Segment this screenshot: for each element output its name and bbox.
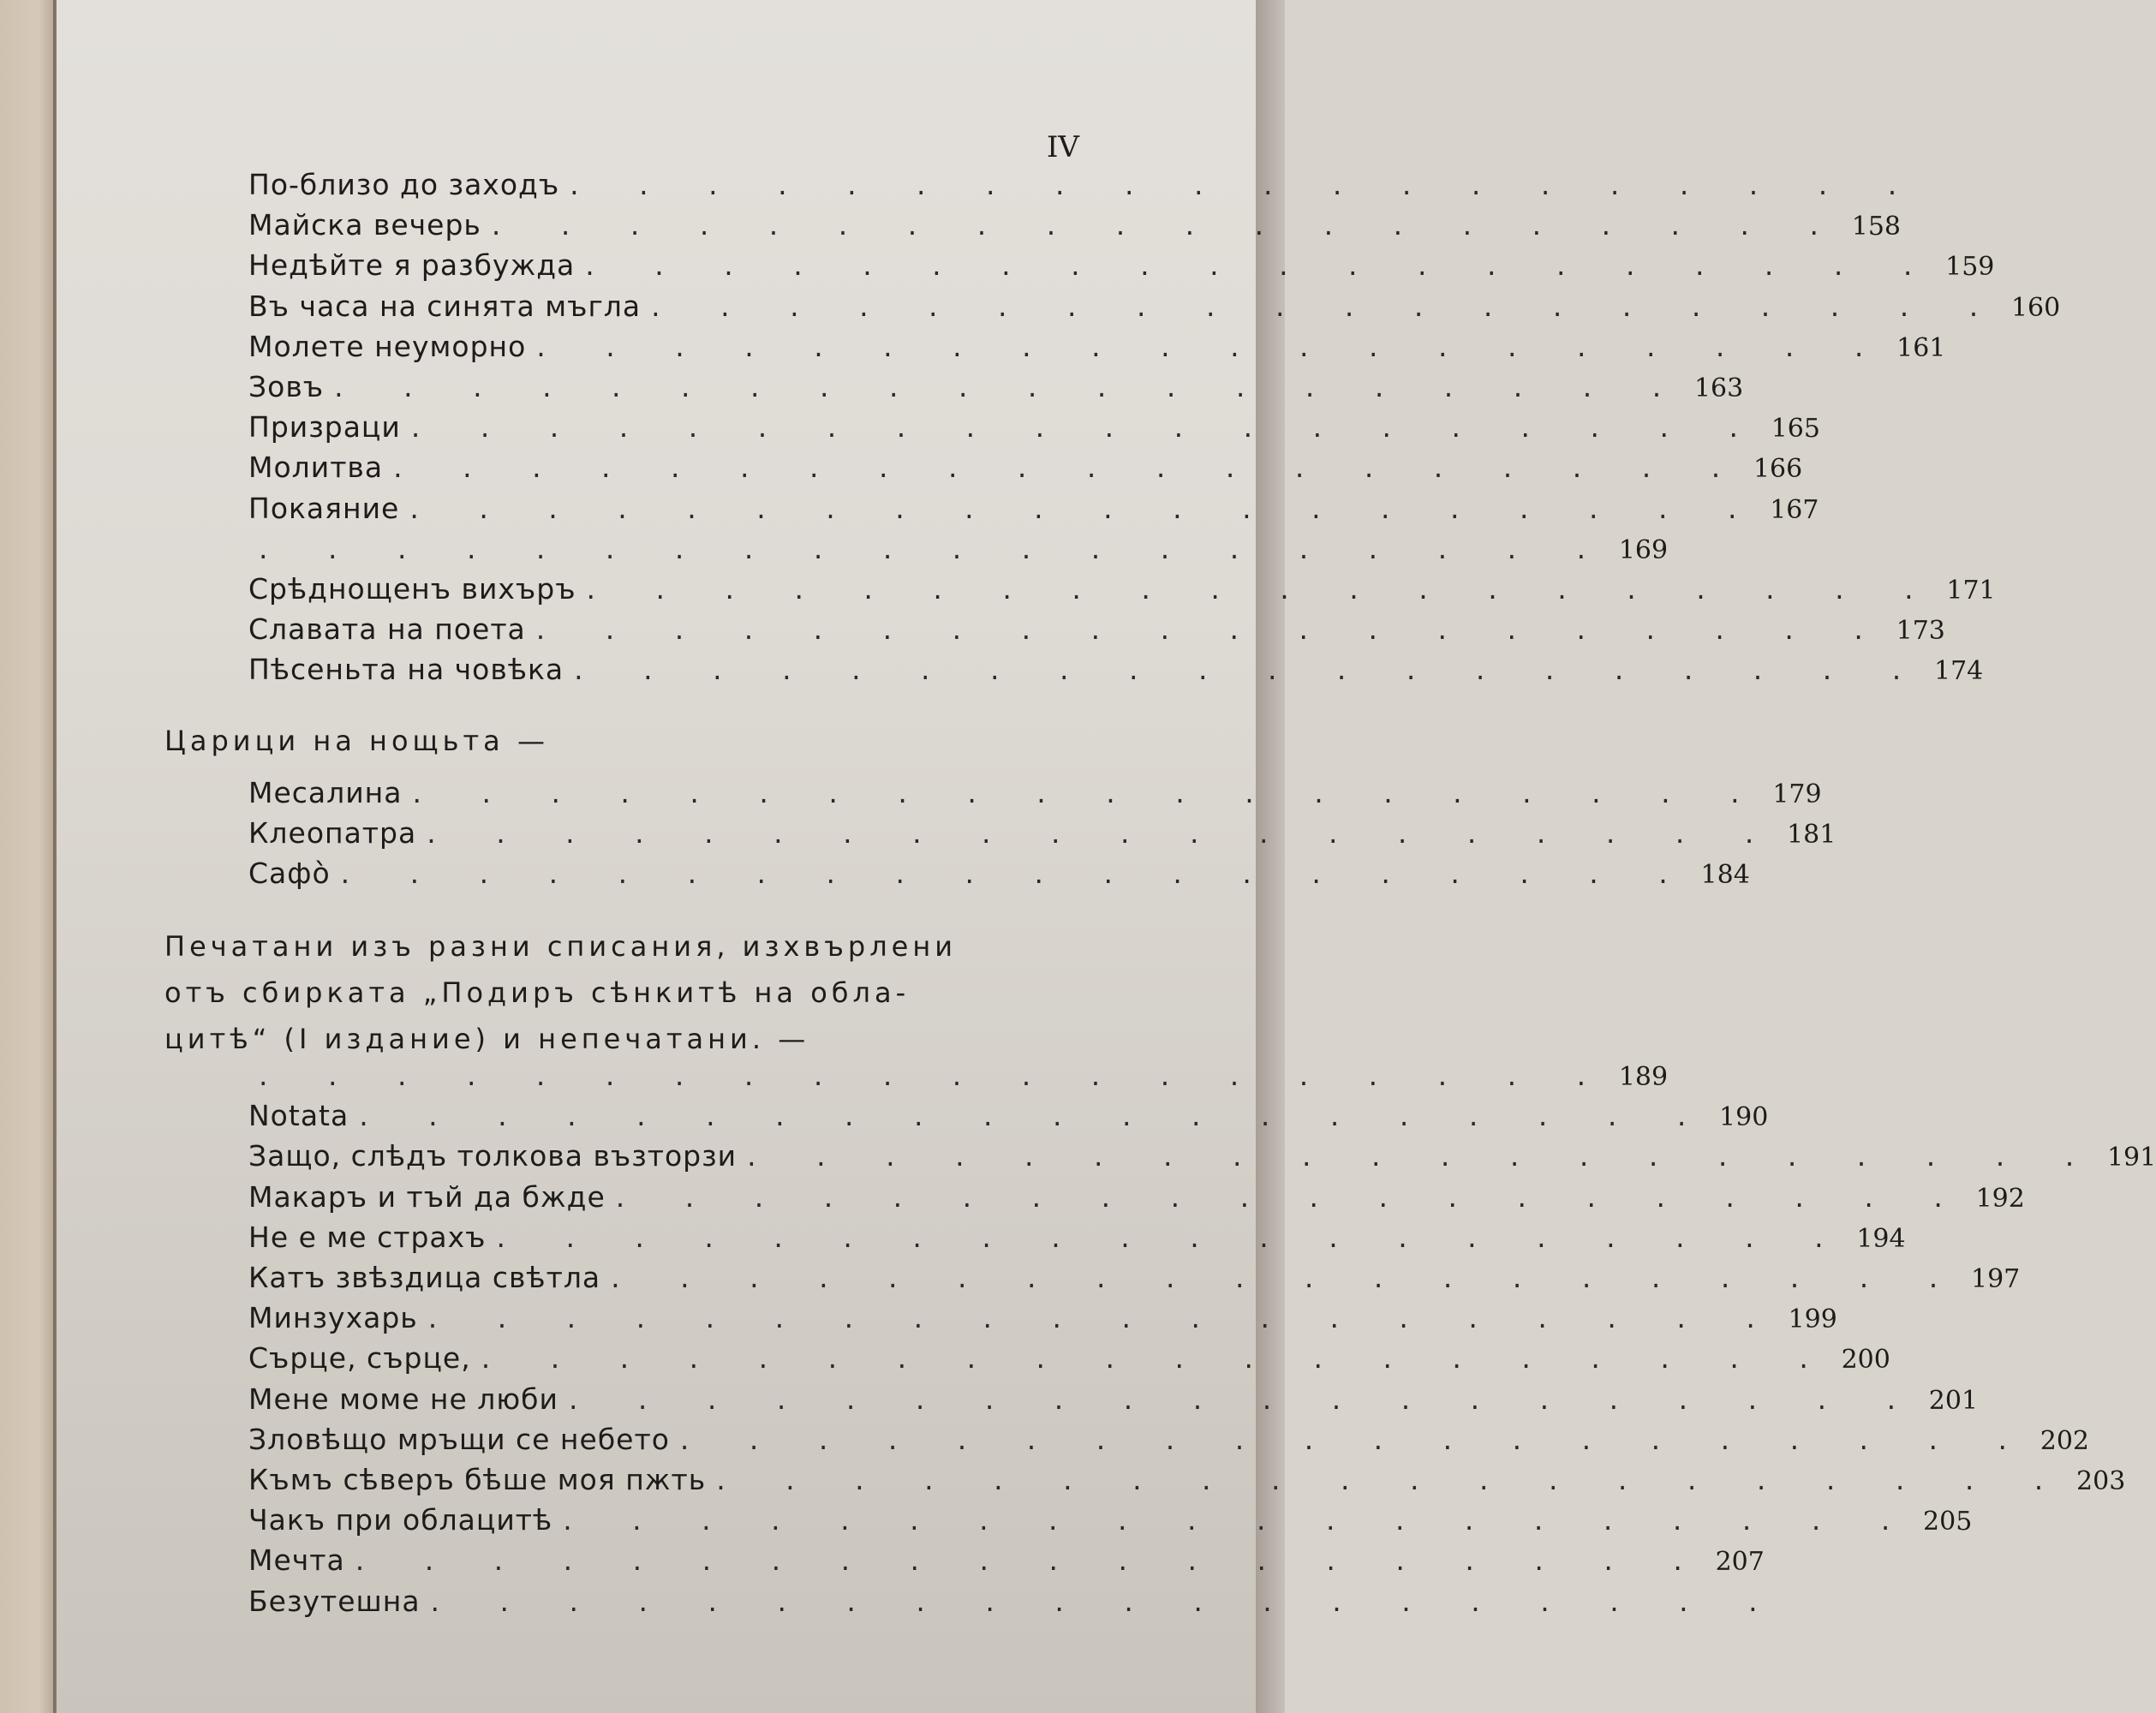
entry-title: Мене моме не люби: [248, 1382, 558, 1416]
toc-entry: [248, 816, 1836, 856]
entry-page-number: 166: [1753, 454, 1803, 485]
leader-dots: . . . . . . . . . . . . . . . . . . . .: [481, 1341, 1834, 1376]
entry-title: Сърце, сърце,: [248, 1341, 471, 1376]
entry-title: Месалина: [248, 776, 403, 809]
entry-page-number: 167: [1770, 494, 1819, 525]
toc-entry: [248, 612, 1945, 652]
leader-dots: . . . . . . . . . . . . . . . . . . . .: [355, 1543, 1708, 1578]
leader-dots: . . . . . . . . . . . . . . . . . . . .: [410, 410, 1764, 445]
entry-page-number: 201: [1928, 1385, 1979, 1416]
entry-title: Зовъ: [248, 370, 325, 403]
entry-title: Покаяние: [248, 491, 400, 525]
entry-title: Мечта: [248, 1543, 345, 1578]
toc-entry: [248, 531, 1669, 571]
leader-dots: . . . . . . . . . . . . . . . . . . . .: [430, 1584, 1783, 1618]
entry-page-number: 159: [1945, 252, 1995, 283]
toc-entry: [248, 856, 1750, 896]
leader-dots: . . . . . . . . . . . . . . . . . . . .: [359, 1099, 1712, 1133]
toc-entry: [248, 1503, 1973, 1543]
entry-title: Защо, слѣдъ толкова възторзи: [248, 1139, 738, 1173]
entry-title: Призраци: [248, 410, 401, 445]
toc-entry: [248, 491, 1819, 531]
toc-entry: [248, 1301, 1837, 1340]
leader-dots: . . . . . . . . . . . . . . . . . . . .: [568, 1382, 1922, 1416]
toc-entry: [248, 1220, 1906, 1260]
entry-page-number: 194: [1856, 1223, 1906, 1254]
entry-title: Къмъ сѣверъ бѣше моя пжть: [248, 1463, 707, 1496]
page-number: IV: [1047, 130, 1079, 164]
toc-entry: [248, 451, 1803, 490]
leader-dots: . . . . . . . . . . . . . . . . . . . .: [393, 451, 1747, 485]
toc-entry: [248, 410, 1820, 450]
section-heading-uncollected: [164, 923, 1081, 1062]
entry-page-number: 174: [1934, 656, 1984, 687]
leader-dots: . . . . . . . . . . . . . . . . . . . .: [334, 370, 1687, 403]
leader-dots: . . . . . . . . . . . . . . . . . . . .: [412, 776, 1765, 809]
entry-title: Notata: [248, 1099, 349, 1133]
entry-page-number: 171: [1946, 576, 1996, 606]
entry-title: Зловѣщо мръщи се небето: [248, 1422, 670, 1456]
leader-dots: . . . . . . . . . . . . . . . . . . . .: [340, 856, 1693, 891]
entry-title: Клеопатра: [248, 816, 417, 851]
entry-title: Катъ звѣздица свѣтла: [248, 1261, 601, 1294]
entry-page-number: 191: [2106, 1143, 2156, 1173]
entry-title: Сафò: [248, 856, 331, 891]
toc-entry: [248, 1179, 2025, 1220]
entry-page-number: 192: [1975, 1183, 2025, 1214]
leader-dots: . . . . . . . . . . . . . . . . . . . .: [409, 491, 1763, 525]
entry-page-number: 158: [1851, 212, 1901, 242]
entry-page-number: 207: [1715, 1547, 1765, 1578]
toc-entry: [248, 1543, 1765, 1583]
entry-page-number: 202: [2040, 1425, 2089, 1456]
entry-title: Не е ме страхъ: [248, 1220, 487, 1254]
toc-entry: [248, 653, 1984, 692]
heading-line: цитѣ“ (I издание) и непечатани. —: [164, 1023, 810, 1055]
entry-page-number: 199: [1788, 1304, 1837, 1335]
toc-entry: [248, 168, 1923, 207]
leader-dots: . . . . . . . . . . . . . . . . . . . .: [585, 248, 1938, 283]
leader-dots: . . . . . . . . . . . . . . . . . . . .: [586, 572, 1939, 606]
entry-page-number: 190: [1719, 1102, 1769, 1133]
toc-entry: [248, 1099, 1769, 1138]
entry-page-number: 200: [1841, 1345, 1890, 1376]
leader-dots: . . . . . . . . . . . . . . . . . . . .: [716, 1463, 2069, 1496]
entry-title: Срѣднощенъ вихъръ: [248, 572, 576, 606]
toc-entry: [248, 776, 1822, 815]
entry-title: Чакъ при облацитѣ: [248, 1503, 553, 1537]
entry-title: Пѣсеньта на човѣка: [248, 653, 564, 687]
entry-title: Безутешна: [248, 1584, 421, 1618]
entry-title: Славата на поета: [248, 612, 526, 647]
entry-title: Молете неуморно: [248, 329, 527, 363]
toc-entry: [248, 329, 1946, 369]
toc-entry: [248, 1341, 1890, 1381]
entry-title: Майска вечерь: [248, 208, 481, 242]
entry-page-number: 203: [2076, 1466, 2126, 1496]
toc-entry: [248, 370, 1744, 409]
entry-title: По-близо до заходъ: [248, 168, 560, 201]
leader-dots: . . . . . . . . . . . . . . . . . . . .: [427, 1301, 1781, 1335]
leader-dots: . . . . . . . . . . . . . . . . . . . .: [615, 1179, 1968, 1214]
entry-page-number: 165: [1771, 414, 1820, 445]
toc-entry: [248, 208, 1901, 248]
leader-dots: . . . . . . . . . . . . . . . . . . . .: [491, 208, 1844, 242]
left-page-edge: [0, 0, 55, 1713]
toc-entry: [248, 248, 1995, 288]
leader-dots: . . . . . . . . . . . . . . . . . . . .: [259, 1059, 1612, 1092]
entry-page-number: 161: [1896, 332, 1946, 363]
entry-title: Молитва: [248, 451, 384, 485]
toc-entry: [248, 1584, 1783, 1624]
toc-entry: [248, 1139, 2156, 1179]
entry-title: Недѣйте я разбужда: [248, 248, 576, 283]
toc-entry: [248, 1422, 2089, 1462]
entry-page-number: 205: [1923, 1507, 1973, 1537]
entry-page-number: 163: [1693, 373, 1744, 403]
leader-dots: . . . . . . . . . . . . . . . . . . . .: [679, 1422, 2033, 1456]
heading-line: отъ сбирката „Подиръ сѣнкитѣ на обла-: [164, 976, 911, 1009]
entry-page-number: 197: [1970, 1264, 2021, 1294]
entry-title: Минзухарь: [248, 1301, 418, 1335]
leader-dots: . . . . . . . . . . . . . . . . . . . .: [574, 653, 1927, 687]
leader-dots: . . . . . . . . . . . . . . . . . . . .: [496, 1220, 1849, 1254]
heading-line: Печатани изъ разни списания, изхвърлени: [164, 930, 958, 963]
leader-dots: . . . . . . . . . . . . . . . . . . . .: [563, 1503, 1916, 1537]
toc-entry: [248, 289, 2061, 329]
entry-title: Макаръ и тъй да бжде: [248, 1179, 606, 1214]
entry-page-number: 184: [1700, 860, 1750, 891]
leader-dots: . . . . . . . . . . . . . . . . . . . .: [535, 612, 1889, 647]
toc-entry: [248, 572, 1996, 612]
entry-title: Въ часа на синята мъгла: [248, 289, 642, 323]
leader-dots: . . . . . . . . . . . . . . . . . . . .: [651, 289, 2004, 323]
section-heading-queens: Царици на нощьта —: [164, 725, 549, 757]
entry-page-number: 179: [1772, 779, 1822, 809]
entry-page-number: 169: [1618, 534, 1669, 565]
entry-page-number: 173: [1896, 616, 1945, 647]
entry-page-number: 181: [1787, 820, 1836, 851]
toc-entry: [248, 1261, 2021, 1300]
entry-page-number: 189: [1618, 1062, 1669, 1092]
leader-dots: . . . . . . . . . . . . . . . . . . . .: [611, 1261, 1964, 1294]
leader-dots: . . . . . . . . . . . . . . . . . . . .: [259, 531, 1612, 565]
toc-entry: [248, 1382, 1979, 1422]
leader-dots: . . . . . . . . . . . . . . . . . . . .: [747, 1139, 2100, 1173]
leader-dots: . . . . . . . . . . . . . . . . . . . .: [536, 329, 1890, 363]
leader-dots: . . . . . . . . . . . . . . . . . . . .: [427, 816, 1780, 851]
entry-page-number: 160: [2010, 292, 2061, 323]
toc-entry: [248, 1059, 1669, 1098]
leader-dots: . . . . . . . . . . . . . . . . . . . .: [570, 168, 1923, 201]
toc-entry: [248, 1463, 2126, 1502]
